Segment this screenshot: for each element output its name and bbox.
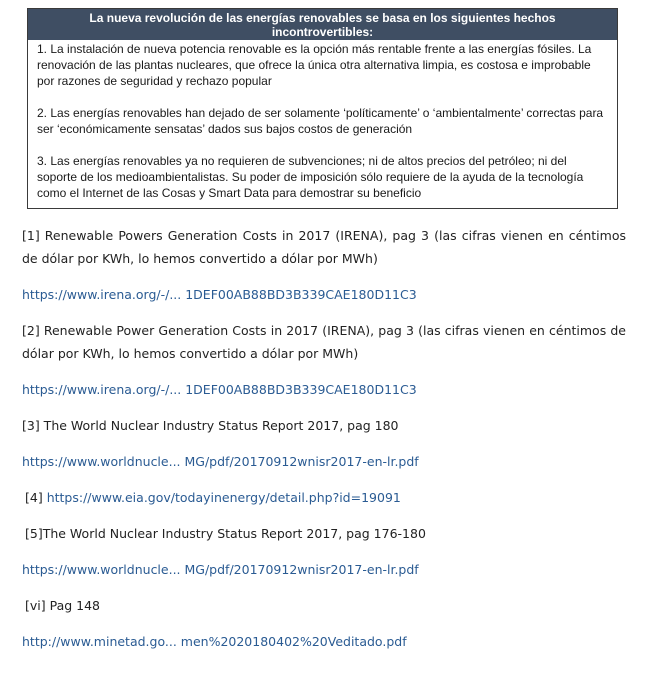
info-box-title: La nueva revolución de las energías renovables se basa en los siguientes hechos incontrovertibles:: [28, 9, 617, 40]
reference-4-link[interactable]: https://www.eia.gov/todayinenergy/detail.php?id=19091: [46, 490, 401, 505]
info-point-2: 2. Las energías renovables han dejado de ser solamente ‘políticamente’ o ‘ambientalmente’ correctas para ser ‘económicamente sensatas’ dados sus bajos costos de generación: [37, 106, 604, 136]
reference-6-text: [vi] Pag 148: [25, 598, 100, 613]
reference-5-link[interactable]: https://www.worldnucle... MG/pdf/20170912wnisr2017-en-lr.pdf: [22, 562, 419, 577]
reference-4: [22, 486, 626, 509]
reference-3-link[interactable]: https://www.worldnucle... MG/pdf/20170912wnisr2017-en-lr.pdf: [22, 454, 419, 469]
references-list: [22, 224, 626, 666]
info-point-3: 3. Las energías renovables ya no requieren de subvenciones; ni de altos precios del petróleo; ni del soporte de los medioambientalistas. Su poder de imposición sólo requiere de la ayuda de la tecnología como el Internet de las Cosas y Smart Data para demostrar su beneficio: [37, 154, 584, 200]
info-box-body: [28, 40, 617, 201]
info-box: [27, 8, 618, 209]
reference-1-link[interactable]: https://www.irena.org/-/... 1DEF00AB88BD3B339CAE180D11C3: [22, 287, 417, 302]
reference-2-text: [2] Renewable Power Generation Costs in 2017 (IRENA), pag 3 (las cifras vienen en céntimos de dólar por KWh, lo hemos convertido a dólar por MWh): [22, 323, 626, 361]
reference-4-prefix: [4]: [25, 490, 47, 505]
reference-2-link[interactable]: https://www.irena.org/-/... 1DEF00AB88BD3B339CAE180D11C3: [22, 382, 417, 397]
reference-6-link[interactable]: http://www.minetad.go... men%2020180402%20Veditado.pdf: [22, 634, 407, 649]
reference-3-text: [3] The World Nuclear Industry Status Report 2017, pag 180: [22, 418, 399, 433]
reference-1-text: [1] Renewable Powers Generation Costs in 2017 (IRENA), pag 3 (las cifras vienen en céntimos de dólar por KWh, lo hemos convertido a dólar por MWh): [22, 228, 626, 266]
info-point-1: 1. La instalación de nueva potencia renovable es la opción más rentable frente a las energías fósiles. La renovación de las plantas nucleares, que ofrece la única otra alternativa limpia, es costosa e improbable por razones de seguridad y rechazo popular: [37, 42, 592, 88]
reference-5-text: [5]The World Nuclear Industry Status Report 2017, pag 176-180: [25, 526, 426, 541]
